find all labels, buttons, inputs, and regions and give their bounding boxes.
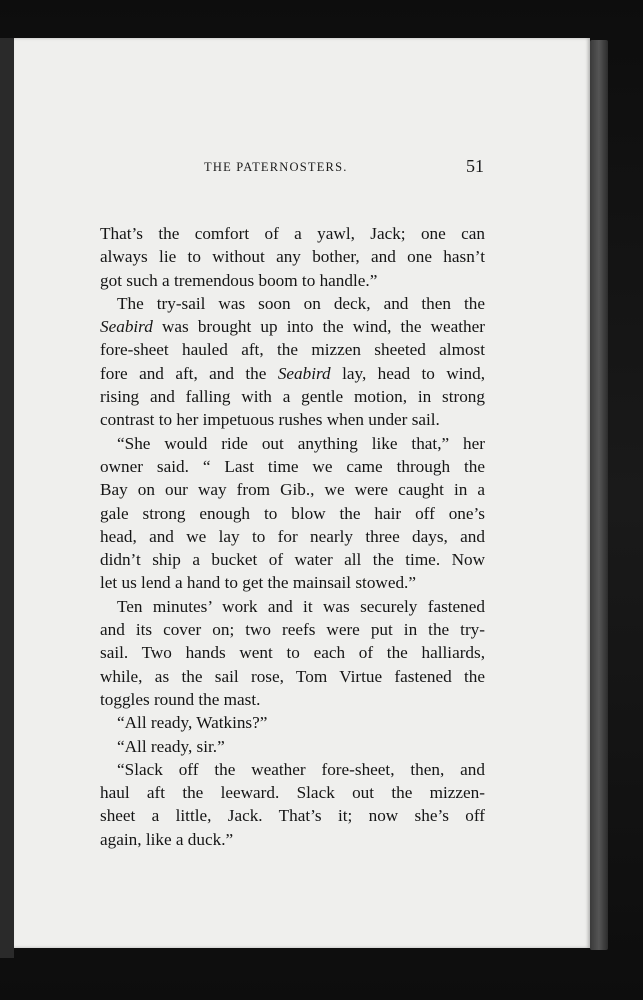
text-line: [100, 735, 485, 758]
text-line: [100, 571, 485, 594]
text-line: [100, 525, 485, 548]
text-line: [100, 432, 485, 455]
text-line: [100, 758, 485, 781]
text-line: [100, 455, 485, 478]
text-segment: again, like a duck.”: [100, 829, 234, 849]
text-segment: “She would ride out anything like that,” her: [117, 433, 485, 453]
text-segment: The try-sail was soon on deck, and then the: [117, 293, 485, 313]
text-line: [100, 269, 485, 292]
text-line: [100, 688, 485, 711]
text-line: [100, 408, 485, 431]
text-line: [100, 711, 485, 734]
page-number: 51: [466, 156, 484, 176]
text-segment: while, as the sail rose, Tom Virtue fastened the: [100, 666, 485, 686]
text-line: [100, 618, 485, 641]
text-segment: “All ready, sir.”: [117, 736, 225, 756]
text-line: [100, 478, 485, 501]
text-segment: rising and falling with a gentle motion, in strong: [100, 387, 485, 407]
text-segment: Ten minutes’ work and it was securely fastened: [117, 596, 485, 616]
text-line: [100, 362, 485, 385]
text-segment: lay, head to wind,: [330, 363, 485, 383]
text-line: [100, 665, 485, 688]
text-segment: “All ready, Watkins?”: [117, 713, 268, 733]
text-segment: always lie to without any bother, and one hasn’t: [100, 247, 485, 267]
book-page: [14, 38, 590, 948]
text-line: [100, 315, 485, 338]
text-segment: was brought up into the wind, the weather: [152, 317, 485, 337]
text-line: [100, 641, 485, 664]
text-segment: fore-sheet hauled aft, the mizzen sheeted almost: [100, 340, 485, 360]
text-line: [100, 222, 485, 245]
book-spine-edge: [0, 38, 14, 958]
text-segment: owner said. “ Last time we came through the: [100, 456, 485, 476]
body-text: [100, 222, 485, 851]
text-segment: gale strong enough to blow the hair off one’s: [100, 503, 485, 523]
text-line: [100, 385, 485, 408]
text-segment: contrast to her impetuous rushes when under sail.: [100, 410, 440, 430]
text-segment: didn’t ship a bucket of water all the time. Now: [100, 550, 485, 570]
text-line: [100, 828, 485, 851]
text-segment: Bay on our way from Gib., we were caught in a: [100, 480, 485, 500]
italic-text: Seabird: [277, 363, 331, 383]
text-segment: That’s the comfort of a yawl, Jack; one can: [100, 224, 485, 243]
text-line: [100, 292, 485, 315]
text-line: [100, 804, 485, 827]
text-segment: head, and we lay to for nearly three days, and: [100, 526, 485, 546]
text-line: [100, 595, 485, 618]
text-segment: sheet a little, Jack. That’s it; now she’s off: [100, 806, 485, 826]
text-line: [100, 338, 485, 361]
running-head: [84, 156, 484, 180]
text-segment: “Slack off the weather fore-sheet, then, and: [117, 759, 485, 779]
text-segment: sail. Two hands went to each of the halliards,: [100, 643, 485, 663]
text-segment: toggles round the mast.: [100, 689, 261, 709]
text-segment: got such a tremendous boom to handle.”: [100, 270, 378, 290]
text-line: [100, 781, 485, 804]
book-cover-edge: [590, 40, 608, 950]
text-line: [100, 502, 485, 525]
text-line: [100, 548, 485, 571]
text-segment: let us lend a hand to get the mainsail stowed.”: [100, 573, 416, 593]
text-segment: fore and aft, and the: [100, 363, 278, 383]
text-line: [100, 245, 485, 268]
text-segment: haul aft the leeward. Slack out the mizzen-: [100, 783, 485, 803]
running-head-title: THE PATERNOSTERS.: [204, 160, 348, 174]
italic-text: Seabird: [100, 317, 153, 337]
text-segment: and its cover on; two reefs were put in the try-: [100, 620, 485, 640]
